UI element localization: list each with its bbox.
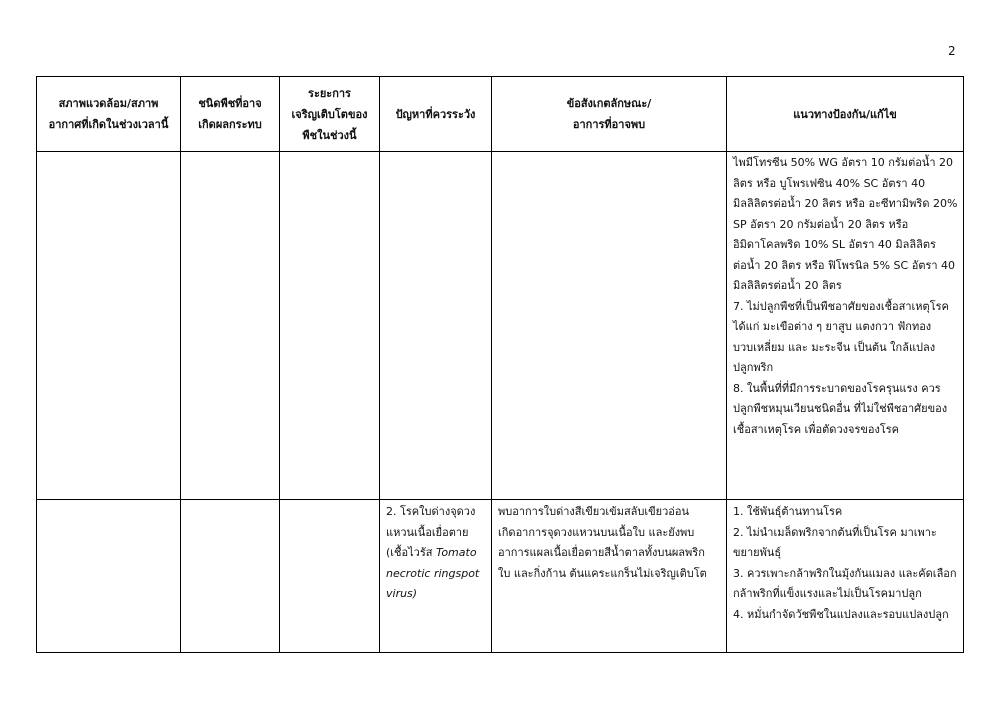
header-growth-stage: ระยะการ เจริญเติบโตของ พืชในช่วงนี้ — [280, 77, 380, 152]
solution-cell: 1. ใช้พันธุ์ต้านทานโรค 2. ไม่นำเมล็ดพริกจากต้นที่เป็นโรค มาเพาะ ขยายพันธุ์ 3. ควรเพาะกล้าพริกในมุ้งกันแมลง และคัดเลือก กล้าพริกที่แข็งแรงและไม่เป็นโรคมาปลูก 4. หมั่นกำจัดวัชพืชในแปลงและรอบแปลงปลูก — [727, 500, 964, 653]
problem-cell — [380, 152, 492, 500]
environment-cell — [37, 500, 181, 653]
header-affected-crops: ชนิดพืชที่อาจ เกิดผลกระทบ — [181, 77, 280, 152]
header-problems: ปัญหาที่ควรระวัง — [380, 77, 492, 152]
table-row — [37, 152, 964, 500]
symptom-cell: พบอาการใบด่างสีเขียวเข้มสลับเขียวอ่อน เกิดอาการจุดวงแหวนบนเนื้อใบ และยังพบ อาการแผลเนื้อเยื่อตายสีน้ำตาลทั้งบนผลพริก ใบ และกิ่งก้าน ต้นแคระแกร็นไม่เจริญเติบโต — [492, 500, 727, 653]
growth-stage-cell — [280, 500, 380, 653]
header-symptoms: ข้อสังเกตลักษณะ/ อาการที่อาจพบ — [492, 77, 727, 152]
header-environment: สภาพแวดล้อม/สภาพ อากาศที่เกิดในช่วงเวลานี้ — [37, 77, 181, 152]
page-number: 2 — [948, 44, 956, 58]
solution-cell: ไพมีโทรซีน 50% WG อัตรา 10 กรัมต่อน้ำ 20 ลิตร หรือ บูโพรเฟซิน 40% SC อัตรา 40 มิลลิลิตรต่อน้ำ 20 ลิตร หรือ อะซีทามิพริด 20% SP อัตรา 20 กรัมต่อน้ำ 20 ลิตร หรือ อิมิดาโคลพริด 10% SL อัตรา 40 มิลลิลิตร ต่อน้ำ 20 ลิตร หรือ ฟิโพรนิล 5% SC อัตรา 40 มิลลิลิตรต่อน้ำ 20 ลิตร 7. ไม่ปลูกพืชที่เป็นพืชอาศัยของเชื้อสาเหตุโรค ได้แก่ มะเขือต่าง ๆ ยาสูบ แตงกวา ฟักทอง บวบเหลี่ยม และ มะระจีน เป็นต้น ใกล้แปลง ปลูกพริก 8. ในพื้นที่ที่มีการระบาดของโรครุนแรง ควร ปลูกพืชหมุนเวียนชนิดอื่น ที่ไม่ใช่พืชอาศัยของ เชื้อสาเหตุโรค เพื่อตัดวงจรของโรค — [727, 152, 964, 500]
environment-cell — [37, 152, 181, 500]
growth-stage-cell — [280, 152, 380, 500]
header-prevention: แนวทางป้องกัน/แก้ไข — [727, 77, 964, 152]
crop-cell — [181, 500, 280, 653]
table-row — [37, 500, 964, 653]
crop-advisory-table — [36, 76, 964, 653]
symptom-cell — [492, 152, 727, 500]
crop-cell — [181, 152, 280, 500]
header-row — [37, 77, 964, 152]
problem-cell: 2. โรคใบด่างจุดวง แหวนเนื้อเยื่อตาย (เชื้อไวรัส Tomato necrotic ringspot virus) — [380, 500, 492, 653]
